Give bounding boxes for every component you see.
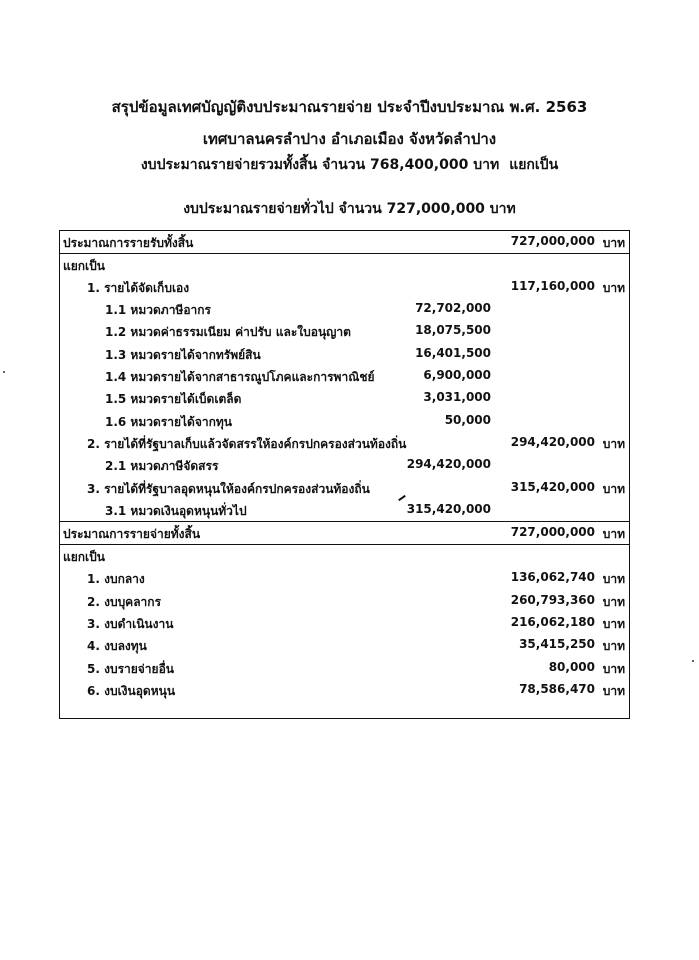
income-total: 727,000,000: [510, 234, 595, 248]
expense-item-label: 4. งบลงทุน: [87, 639, 147, 653]
income-item-row: [60, 410, 629, 432]
document-title: สรุปข้อมูลเทศบัญญัติงบประมาณรายจ่าย ประจำปีงบประมาณ พ.ศ. 2563: [111, 98, 588, 116]
income-group-row: [60, 276, 629, 298]
expense-item-row: [60, 567, 629, 589]
scan-speck: [692, 660, 694, 662]
income-group-unit: บาท: [602, 437, 625, 451]
income-item-label: 1.5 หมวดรายได้เบ็ดเตล็ด: [105, 392, 242, 406]
income-split-row: [60, 254, 629, 276]
expense-item-label: 1. งบกลาง: [87, 572, 145, 586]
expense-total-row: [60, 522, 629, 544]
income-item-value: 18,075,500: [415, 323, 491, 337]
expense-item-row: [60, 590, 629, 612]
income-title: ประมาณการรายรับทั้งสิ้น: [63, 236, 194, 250]
income-total-unit: บาท: [602, 236, 625, 250]
income-item-row: [60, 320, 629, 342]
expense-item-row: [60, 657, 629, 679]
income-group-label: 3. รายได้ที่รัฐบาลอุดหนุนให้องค์กรปกครองส่วนท้องถิ่น: [87, 482, 370, 496]
income-split-label: แยกเป็น: [63, 259, 105, 273]
budget-table: [59, 230, 630, 719]
income-group-row: [60, 477, 629, 499]
income-item-value: 294,420,000: [406, 457, 491, 471]
expense-item-value: 35,415,250: [519, 637, 595, 651]
total-budget-line: [0, 154, 699, 176]
expense-item-label: 2. งบบุคลากร: [87, 595, 162, 609]
expense-item-row: [60, 612, 629, 634]
income-group-unit: บาท: [602, 281, 625, 295]
income-group-label: 1. รายได้จัดเก็บเอง: [87, 281, 190, 295]
expense-total: 727,000,000: [510, 525, 595, 539]
expense-item-value: 136,062,740: [510, 570, 595, 584]
income-item-value: 72,702,000: [415, 301, 491, 315]
expense-split-label: แยกเป็น: [63, 550, 105, 564]
income-item-row: [60, 499, 629, 521]
income-item-value: 6,900,000: [423, 368, 491, 382]
total-budget-label: งบประมาณรายจ่ายรวมทั้งสิ้น จำนวน 768,400,000 บาท: [140, 157, 500, 173]
expense-item-value: 80,000: [548, 660, 595, 674]
expense-item-unit: บาท: [602, 617, 625, 631]
income-item-value: 315,420,000: [406, 502, 491, 516]
income-item-label: 1.6 หมวดรายได้จากทุน: [105, 415, 232, 429]
income-group-total: 117,160,000: [510, 279, 595, 293]
municipality-name: เทศบาลนครลำปาง อำเภอเมือง จังหวัดลำปาง: [202, 130, 497, 148]
income-group-unit: บาท: [602, 482, 625, 496]
income-group-total: 315,420,000: [510, 480, 595, 494]
expense-item-value: 260,793,360: [510, 593, 595, 607]
income-item-label: 1.2 หมวดค่าธรรมเนียม ค่าปรับ และใบอนุญาต: [105, 325, 351, 339]
expense-item-label: 6. งบเงินอุดหนุน: [87, 684, 176, 698]
expense-split-row: [60, 545, 629, 567]
income-item-row: [60, 343, 629, 365]
income-item-label: 1.1 หมวดภาษีอากร: [105, 303, 212, 317]
income-item-label: 2.1 หมวดภาษีจัดสรร: [105, 459, 219, 473]
expense-total-unit: บาท: [602, 527, 625, 541]
income-item-value: 16,401,500: [415, 346, 491, 360]
income-item-row: [60, 365, 629, 387]
expense-item-value: 216,062,180: [510, 615, 595, 629]
expense-item-row: [60, 634, 629, 656]
income-item-row: [60, 454, 629, 476]
income-item-row: [60, 298, 629, 320]
income-item-label: 1.4 หมวดรายได้จากสาธารณูปโภคและการพาณิชย์: [105, 370, 375, 384]
income-item-row: [60, 387, 629, 409]
expense-item-unit: บาท: [602, 572, 625, 586]
expense-item-unit: บาท: [602, 595, 625, 609]
expense-item-unit: บาท: [602, 684, 625, 698]
general-budget-line: งบประมาณรายจ่ายทั่วไป จำนวน 727,000,000 บาท: [183, 201, 516, 217]
expense-item-unit: บาท: [602, 639, 625, 653]
expense-title: ประมาณการรายจ่ายทั้งสิ้น: [63, 527, 201, 541]
expense-item-unit: บาท: [602, 662, 625, 676]
income-group-label: 2. รายได้ที่รัฐบาลเก็บแล้วจัดสรรให้องค์กรปกครองส่วนท้องถิ่น: [87, 437, 407, 451]
income-group-total: 294,420,000: [510, 435, 595, 449]
income-item-label: 1.3 หมวดรายได้จากทรัพย์สิน: [105, 348, 261, 362]
income-total-row: [60, 231, 629, 253]
income-item-value: 3,031,000: [423, 390, 491, 404]
expense-item-label: 5. งบรายจ่ายอื่น: [87, 662, 174, 676]
expense-item-value: 78,586,470: [519, 682, 595, 696]
scan-speck: [3, 371, 5, 373]
income-item-value: 50,000: [444, 413, 491, 427]
income-item-label: 3.1 หมวดเงินอุดหนุนทั่วไป: [105, 504, 247, 518]
expense-item-row: [60, 679, 629, 701]
expense-item-label: 3. งบดำเนินงาน: [87, 617, 174, 631]
total-budget-suffix: แยกเป็น: [509, 157, 559, 173]
income-group-row: [60, 432, 629, 454]
